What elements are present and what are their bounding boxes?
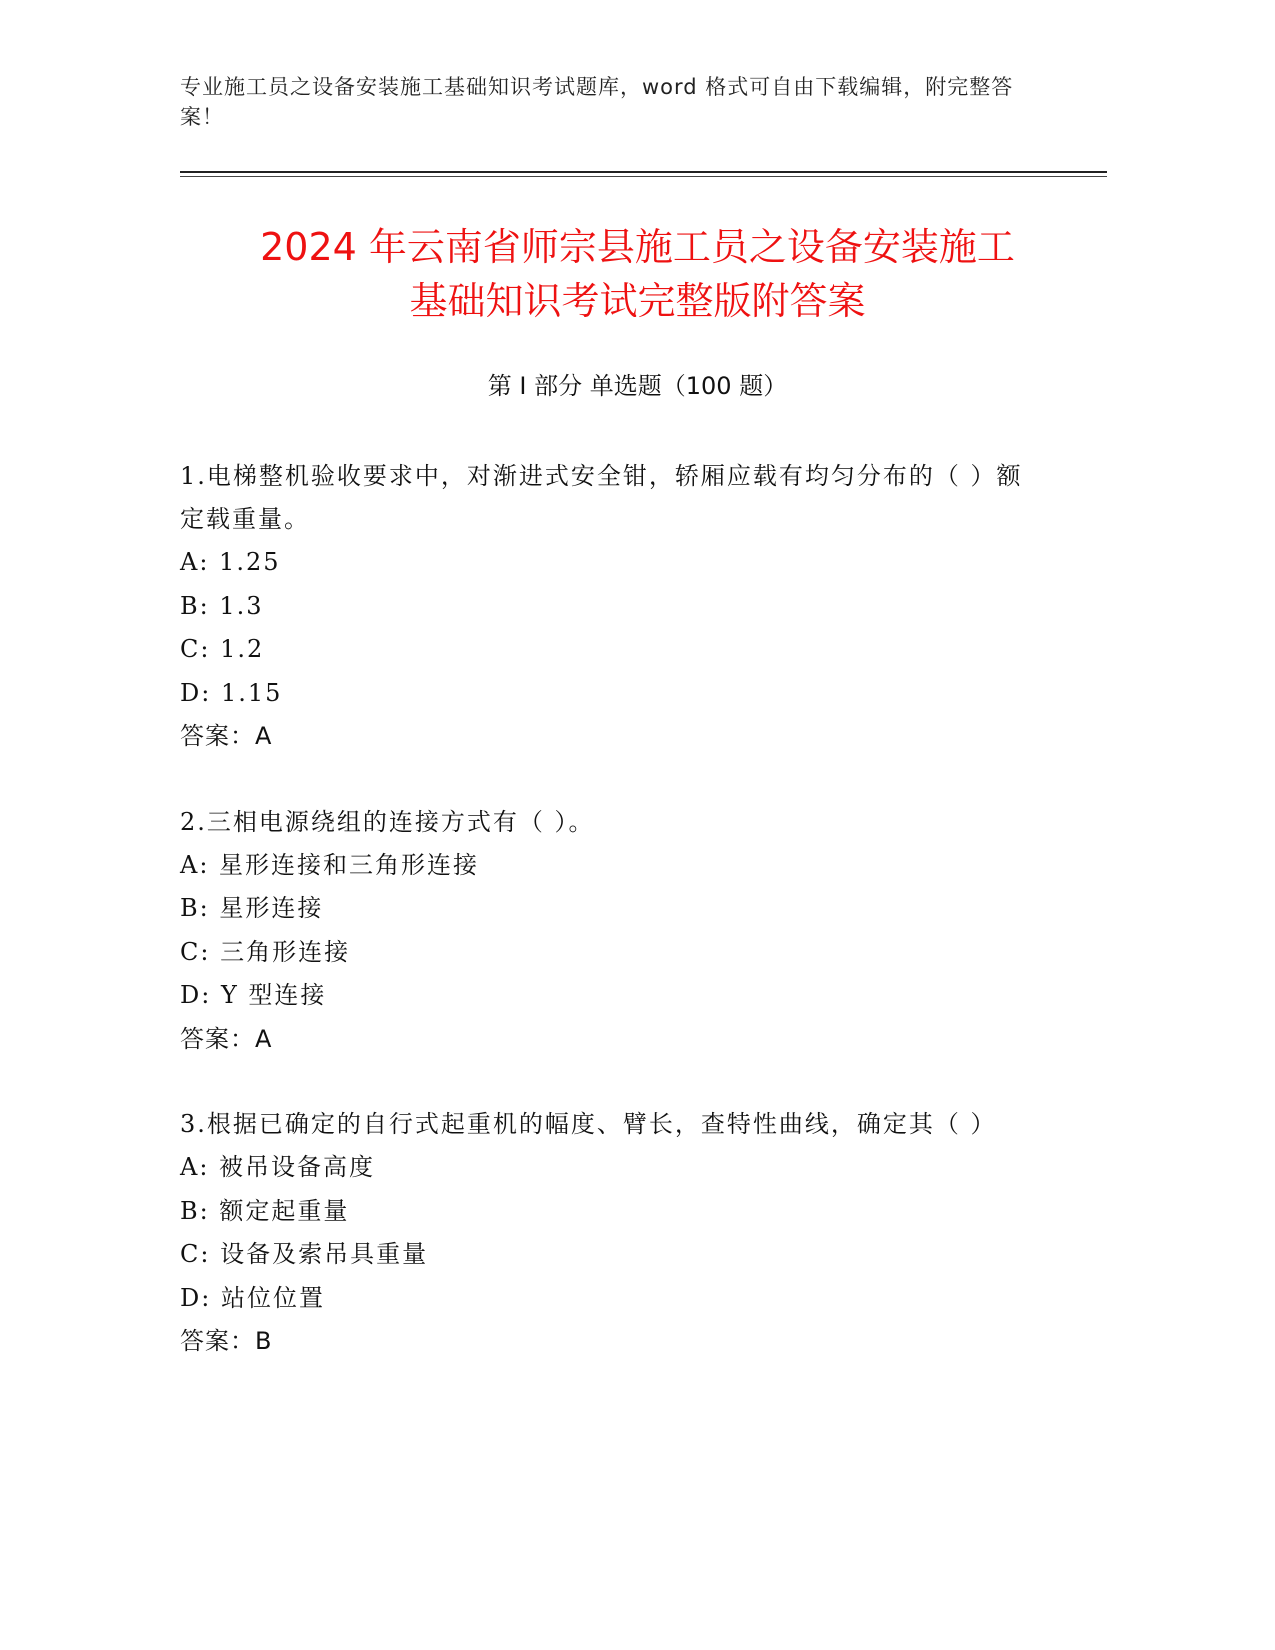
option-a: A: 1.25 [180, 548, 281, 576]
question-stem: 1.电梯整机验收要求中，对渐进式安全钳，轿厢应载有均匀分布的（ ）额定载重量。 [180, 462, 1023, 533]
document-title [150, 220, 1125, 328]
document-title-line-2: 基础知识考试完整版附答案 [409, 279, 866, 323]
option-b: B: 星形连接 [180, 894, 324, 922]
question-list [180, 455, 1040, 1406]
option-d: D: 站位位置 [180, 1283, 325, 1312]
option-b: B: 额定起重量 [180, 1196, 350, 1225]
question-stem: 2.三相电源绕组的连接方式有（ ）。 [180, 807, 595, 836]
option-b: B: 1.3 [180, 591, 264, 620]
document-title-line-1: 2024 年云南省师宗县施工员之设备安装施工 [260, 225, 1015, 269]
question-3 [180, 1103, 1040, 1364]
header-divider-thick [180, 171, 1107, 173]
option-d: D: 1.15 [180, 678, 283, 707]
answer-line: 答案：A [180, 1024, 273, 1053]
answer-line: 答案：B [180, 1327, 273, 1355]
question-2 [180, 801, 1040, 1062]
answer-line: 答案：A [180, 722, 273, 750]
option-a: A: 被吊设备高度 [180, 1153, 376, 1181]
option-c: C: 设备及索吊具重量 [180, 1240, 429, 1268]
question-1 [180, 455, 1040, 759]
header-note: 专业施工员之设备安装施工基础知识考试题库，word 格式可自由下载编辑，附完整答案！ [180, 75, 1014, 129]
option-c: C: 三角形连接 [180, 937, 351, 966]
option-a: A: 星形连接和三角形连接 [180, 850, 480, 879]
header-divider-thin [180, 176, 1107, 177]
question-stem: 3.根据已确定的自行式起重机的幅度、臂长，查特性曲线，确定其（ ） [180, 1110, 997, 1138]
option-c: C: 1.2 [180, 635, 265, 663]
section-heading: 第 I 部分 单选题（100 题） [487, 372, 788, 400]
option-d: D: Y 型连接 [180, 981, 327, 1009]
